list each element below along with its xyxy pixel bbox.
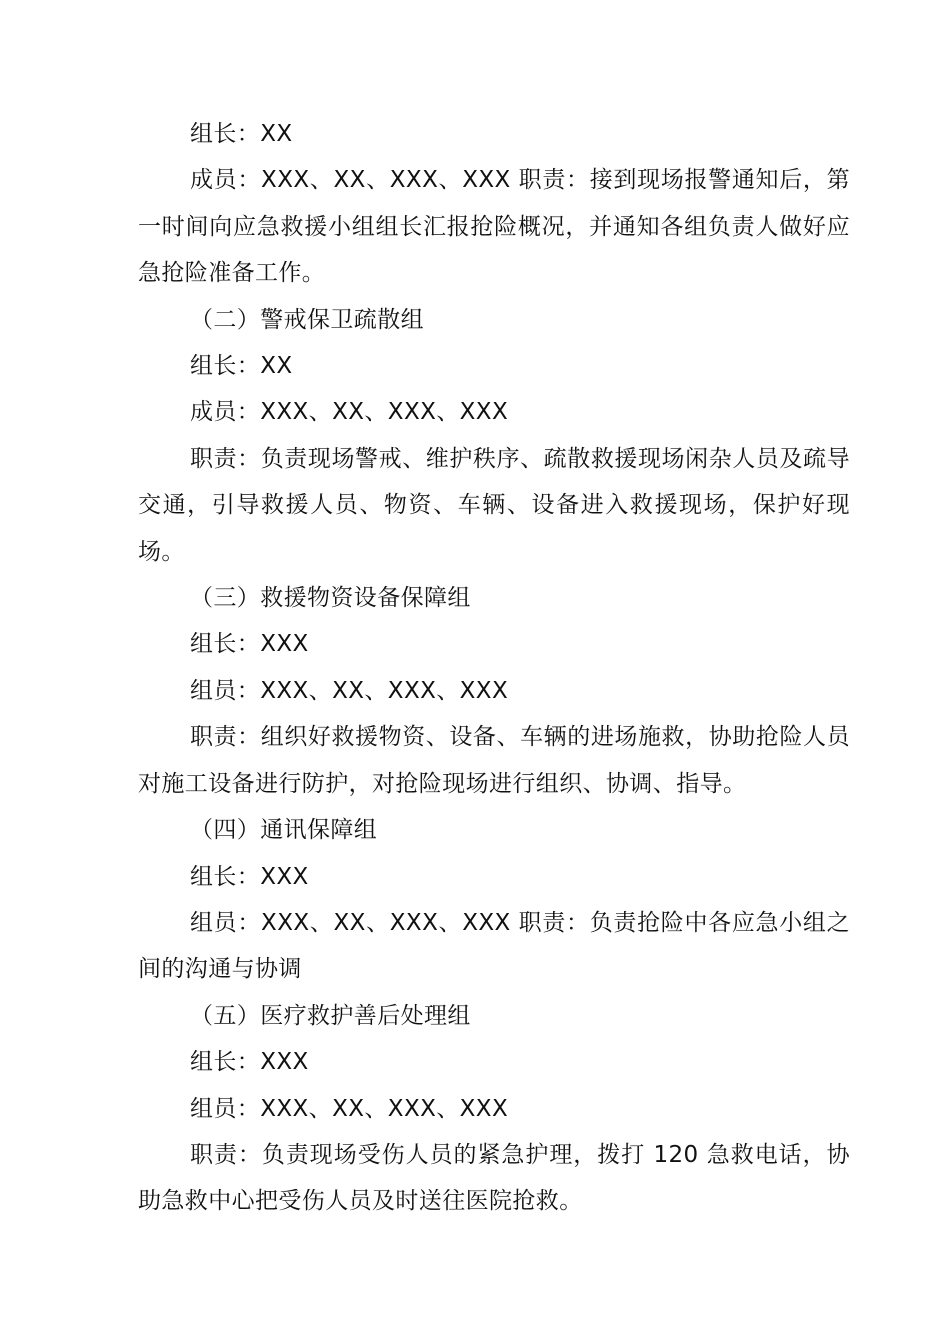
paragraph-members-2: 成员：XXX、XX、XXX、XXX xyxy=(190,399,509,426)
paragraph-leader-2: 组长：XX xyxy=(190,353,293,380)
paragraph-leader-1: 组长：XX xyxy=(190,121,293,147)
section-heading-2: （二）警戒保卫疏散组 xyxy=(190,306,424,333)
paragraph-members-duty-4: 组员：XXX、XX、XXX、XXX 职责：负责抢险中各应急小组之间的沟通与协调 xyxy=(138,909,850,983)
section-heading-5: （五）医疗救护善后处理组 xyxy=(190,1002,471,1029)
paragraph-members-5: 组员：XXX、XX、XXX、XXX xyxy=(190,1095,509,1122)
section-heading-4: （四）通讯保障组 xyxy=(190,817,378,844)
paragraph-members-duty-1: 成员：XXX、XX、XXX、XXX 职责：接到现场报警通知后，第一时间向应急救援小组组长汇报抢险概况，并通知各组负责人做好应急抢险准备工作。 xyxy=(138,167,850,287)
paragraph-duty-3: 职责：组织好救援物资、设备、车辆的进场施救，协助抢险人员对施工设备进行防护，对抢险现场进行组织、协调、指导。 xyxy=(138,724,850,797)
document-body xyxy=(138,111,850,1225)
paragraph-leader-3: 组长：XXX xyxy=(190,631,309,658)
paragraph-leader-4: 组长：XXX xyxy=(190,863,309,890)
section-heading-3: （三）救援物资设备保障组 xyxy=(190,585,471,612)
paragraph-leader-5: 组长：XXX xyxy=(190,1049,309,1076)
paragraph-duty-2: 职责：负责现场警戒、维护秩序、疏散救援现场闲杂人员及疏导交通，引导救援人员、物资、车辆、设备进入救援现场，保护好现场。 xyxy=(138,445,850,565)
paragraph-duty-5: 职责：负责现场受伤人员的紧急护理，拨打 120 急救电话，协助急救中心把受伤人员及时送往医院抢救。 xyxy=(138,1141,850,1215)
paragraph-members-3: 组员：XXX、XX、XXX、XXX xyxy=(190,677,509,704)
